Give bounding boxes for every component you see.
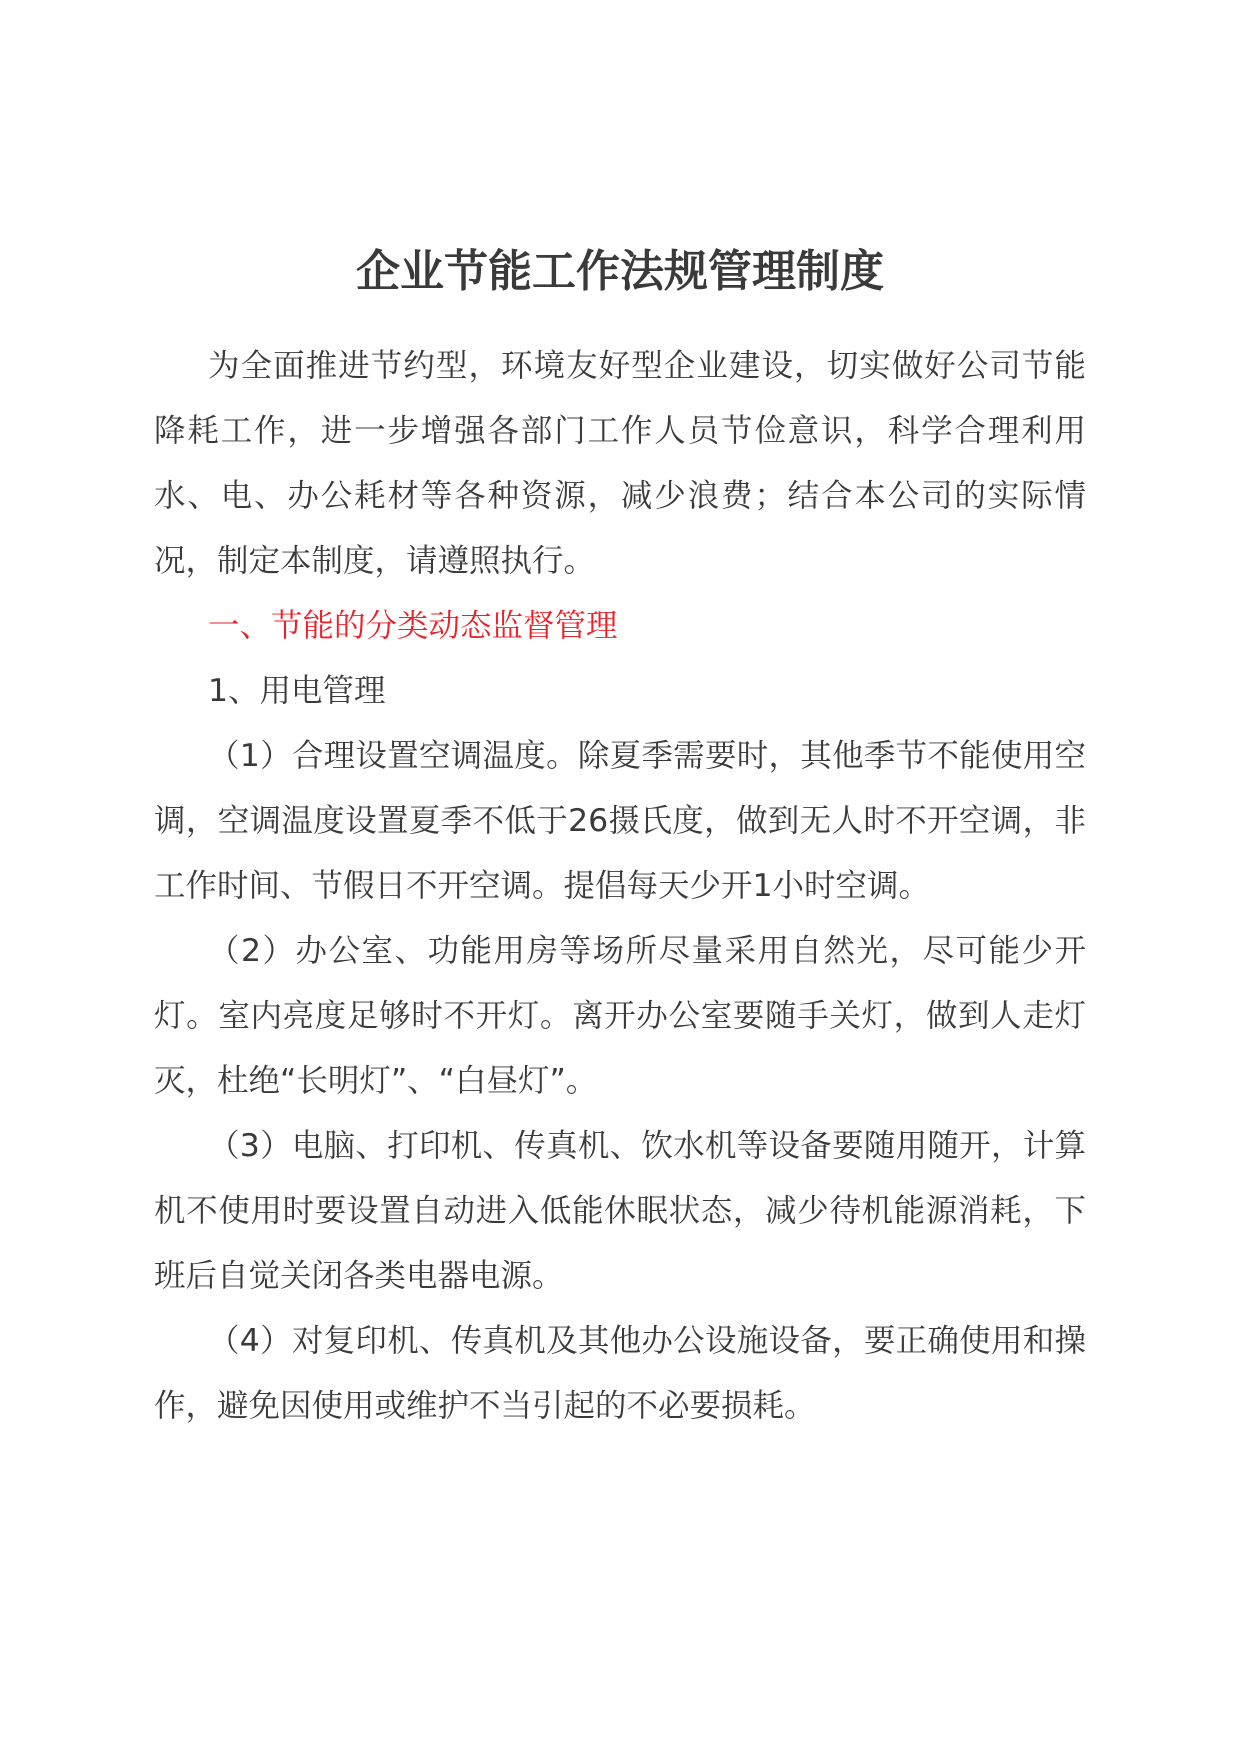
intro-paragraph: 为全面推进节约型，环境友好型企业建设，切实做好公司节能降耗工作，进一步增强各部门工作人员节俭意识，科学合理利用水、电、办公耗材等各种资源，减少浪费；结合本公司的实际情况，制定本制度，请遵照执行。 (154, 348, 1086, 579)
list-item: （1）合理设置空调温度。除夏季需要时，其他季节不能使用空调，空调温度设置夏季不低于26摄氏度，做到无人时不开空调，非工作时间、节假日不开空调。提倡每天少开1小时空调。 (154, 738, 1086, 904)
list-item: （3）电脑、打印机、传真机、饮水机等设备要随用随开，计算机不使用时要设置自动进入低能休眠状态，减少待机能源消耗，下班后自觉关闭各类电器电源。 (154, 1128, 1086, 1294)
section-heading: 一、节能的分类动态监督管理 (208, 608, 618, 644)
document-title: 企业节能工作法规管理制度 (356, 246, 884, 297)
list-item: （4）对复印机、传真机及其他办公设施设备，要正确使用和操作，避免因使用或维护不当引起的不必要损耗。 (154, 1323, 1086, 1424)
document-body (154, 334, 1086, 1439)
subsection-heading: 1、用电管理 (208, 673, 386, 709)
list-item: （2）办公室、功能用房等场所尽量采用自然光，尽可能少开灯。室内亮度足够时不开灯。离开办公室要随手关灯，做到人走灯灭，杜绝“长明灯”、“白昼灯”。 (154, 933, 1086, 1099)
